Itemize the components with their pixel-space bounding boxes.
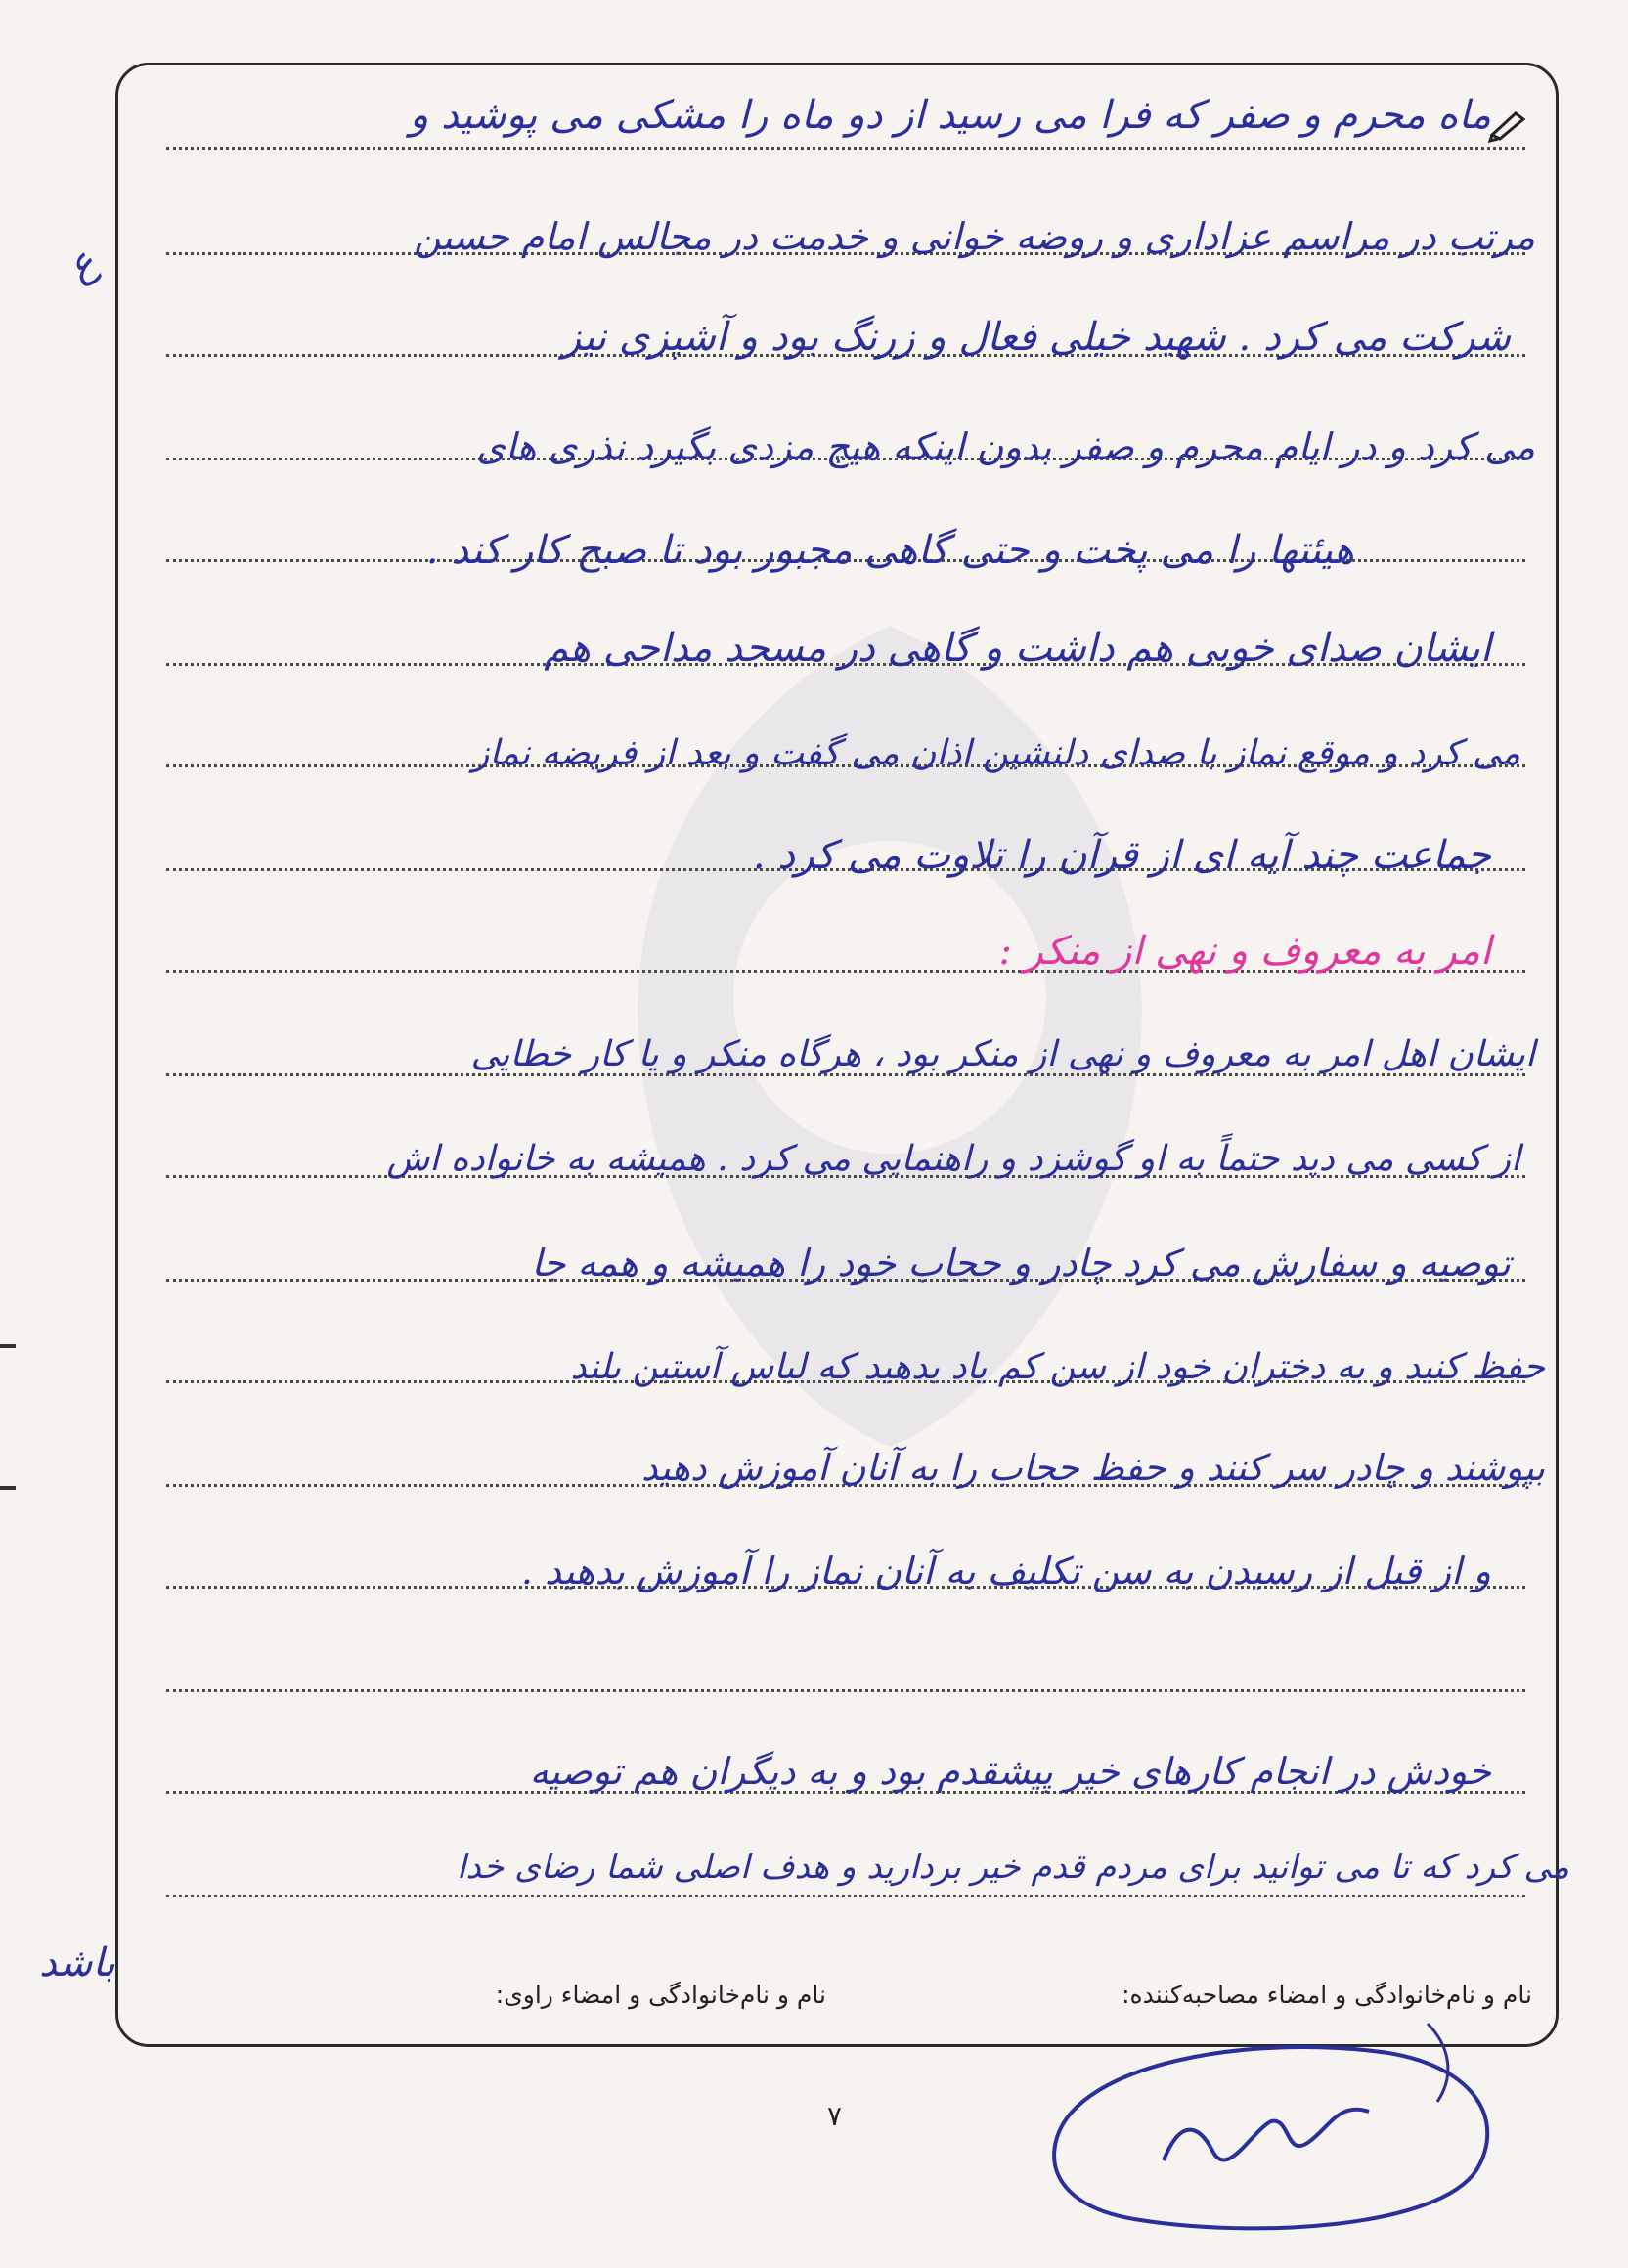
handwritten-line: ایشان صدای خوبی هم داشت و گاهی در مسجد مداحی هم [544,626,1491,671]
handwritten-line: می کرد و در ایام محرم و صفر بدون اینکه هیچ مزدی بگیرد نذری های [476,425,1535,468]
handwritten-line: بپوشند و چادر سر کنند و حفظ حجاب را به آنان آموزش دهید [640,1447,1545,1489]
handwritten-line: حفظ کنید و به دختران خود از سن کم یاد بدهید که لباس آستین بلند [570,1347,1545,1387]
interviewer-signature-label: نام و نام‌خانوادگی و امضاء مصاحبه‌کننده: [1122,1981,1532,2009]
handwritten-line: و از قبل از رسیدن به سن تکلیف به آنان نماز را آموزش بدهید . [520,1549,1491,1592]
margin-note: ع [57,237,105,290]
page-number: ۷ [827,2100,843,2132]
edge-mark [0,1344,16,1348]
ruled-line [166,1689,1525,1692]
section-heading: امر به معروف و نهی از منکر : [998,929,1491,974]
edge-mark [0,1486,16,1490]
handwritten-line: شرکت می کرد . شهید خیلی فعال و زرنگ بود و آشپزی نیز [561,315,1511,360]
pencil-icon [1488,108,1531,143]
handwritten-line: ماه محرم و صفر که فرا می رسید از دو ماه را مشکی می پوشید و [410,93,1491,138]
handwritten-line: هیئتها را می پخت و حتی گاهی مجبور بود تا صبح کار کند . [425,528,1354,573]
handwritten-signature [1017,1994,1525,2248]
handwritten-line: جماعت چند آیه ای از قرآن را تلاوت می کرد . [752,833,1491,878]
handwritten-line: از کسی می دید حتماً به او گوشزد و راهنمایی می کرد . همیشه به خانواده اش [386,1139,1520,1179]
handwritten-line: خودش در انجام کارهای خیر پیشقدم بود و به دیگران هم توصیه [529,1750,1491,1793]
handwritten-line: ایشان اهل امر به معروف و نهی از منکر بود ، هرگاه منکر و یا کار خطایی [470,1034,1535,1074]
handwritten-line: مرتب در مراسم عزاداری و روضه خوانی و خدمت در مجالس امام حسین [414,215,1535,258]
handwritten-line: توصیه و سفارش می کرد چادر و حجاب خود را همیشه و همه جا [531,1242,1511,1285]
ruled-line [166,147,1525,150]
narrator-signature-label: نام و نام‌خانوادگی و امضاء راوی: [495,1981,826,2009]
margin-note: باشد [39,1941,115,1985]
handwritten-line: می کرد که تا می توانید برای مردم قدم خیر بردارید و هدف اصلی شما رضای خدا [457,1848,1569,1887]
handwritten-line: می کرد و موقع نماز با صدای دلنشین اذان می گفت و بعد از فریضه نماز [472,733,1520,773]
ruled-line [166,1895,1525,1897]
